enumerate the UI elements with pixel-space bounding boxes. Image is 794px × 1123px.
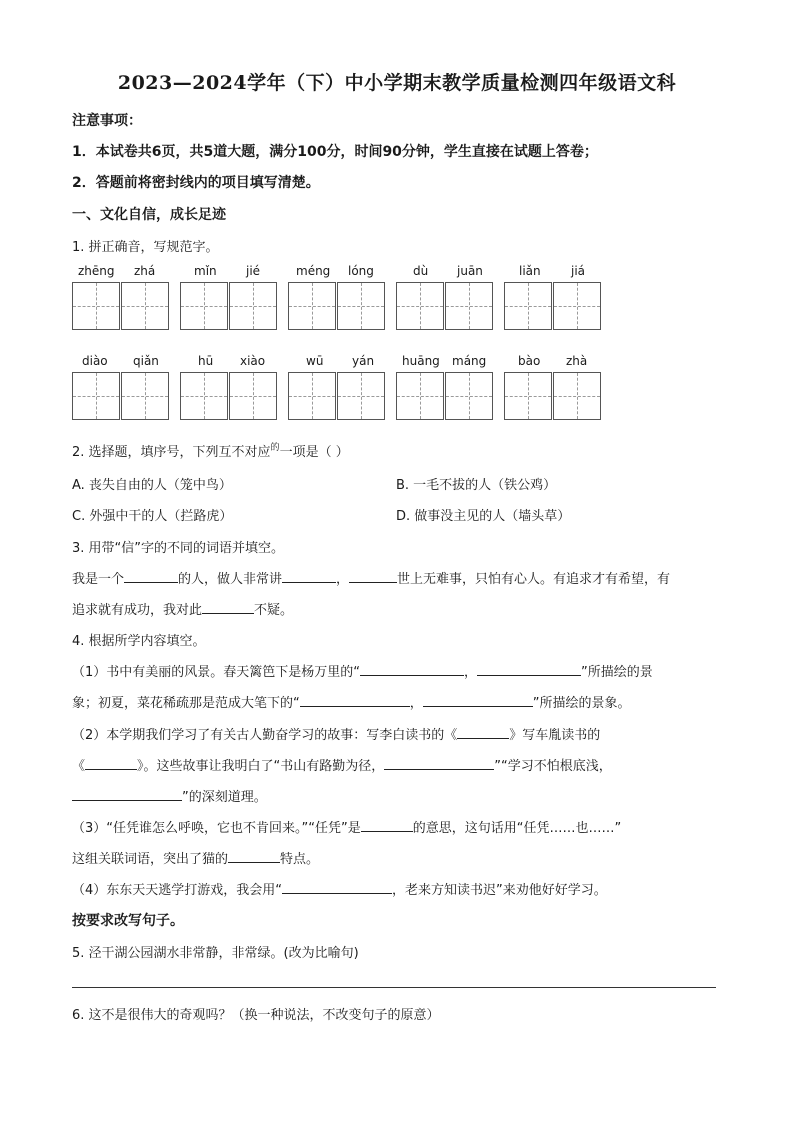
- q4-part4-line-1: [72, 879, 607, 898]
- answer-blank[interactable]: [423, 694, 533, 707]
- answer-blank[interactable]: [349, 570, 397, 583]
- q3-prompt: 3. 用带“信”字的不同的词语并填空。: [72, 541, 285, 556]
- pinyin-label: dù: [413, 264, 429, 278]
- pinyin-label: hū: [198, 354, 214, 368]
- writing-box[interactable]: [504, 372, 552, 420]
- writing-box[interactable]: [504, 282, 552, 330]
- answer-blank[interactable]: [360, 663, 464, 676]
- q4-text: 特点。: [280, 852, 320, 867]
- q4-text: ，老来方知读书迟”来劝他好好学习。: [392, 883, 607, 898]
- writing-box[interactable]: [396, 372, 444, 420]
- q4-text: ”所描绘的景象。: [532, 696, 631, 711]
- pinyin-label: mǐn: [194, 264, 217, 278]
- answer-blank[interactable]: [477, 663, 581, 676]
- q4-text: 的意思，这句话用“任凭……也……”: [412, 821, 622, 836]
- writing-box[interactable]: [121, 282, 169, 330]
- pinyin-label: wū: [306, 354, 324, 368]
- q4-text: （2）本学期我们学习了有关古人勤奋学习的故事：写李白读书的《: [72, 728, 458, 743]
- q4-part2-line-1: [72, 724, 600, 743]
- pinyin-label: zhà: [566, 354, 588, 368]
- pinyin-label: juān: [457, 264, 483, 278]
- pinyin-label: huāng: [402, 354, 440, 368]
- q4-part2-line-2: [72, 755, 612, 774]
- writing-box[interactable]: [180, 282, 228, 330]
- writing-box[interactable]: [553, 372, 601, 420]
- q3-text: ，: [336, 572, 350, 587]
- q3-text: 的人，做人非常讲: [178, 572, 283, 587]
- q4-part1-line-1: [72, 661, 653, 680]
- q4-part3-line-1: [72, 817, 621, 836]
- answer-blank[interactable]: [282, 881, 392, 894]
- answer-blank[interactable]: [282, 570, 336, 583]
- q4-part1-line-2: [72, 692, 631, 711]
- q3-text: 我是一个: [72, 572, 125, 587]
- q4-text: ，: [409, 696, 423, 711]
- section-1-heading: 一、文化自信，成长足迹: [72, 207, 226, 223]
- writing-box[interactable]: [445, 372, 493, 420]
- answer-blank[interactable]: [72, 788, 182, 801]
- pinyin-label: zhá: [134, 264, 156, 278]
- answer-blank[interactable]: [124, 570, 178, 583]
- q4-text: 《: [72, 759, 86, 774]
- pinyin-label: liǎn: [519, 264, 541, 278]
- page-title: 2023—2024学年（下）中小学期末教学质量检测四年级语文科: [117, 72, 677, 94]
- writing-box[interactable]: [180, 372, 228, 420]
- writing-box[interactable]: [72, 372, 120, 420]
- q4-text: 》写车胤读书的: [509, 728, 601, 743]
- q5-prompt: 5. 泾干湖公园湖水非常静，非常绿。(改为比喻句): [72, 946, 359, 961]
- pinyin-label: jié: [246, 264, 261, 278]
- q3-text: 追求就有成功，我对此: [72, 603, 203, 618]
- q4-text: 这组关联词语，突出了猫的: [72, 852, 229, 867]
- q1-prompt: 1. 拼正确音，写规范字。: [72, 240, 219, 255]
- q2-prompt-text: 2. 选择题，填序号，下列互不对应: [72, 445, 271, 460]
- q3-line-1: [72, 568, 670, 587]
- q2-option-d[interactable]: D. 做事没主见的人（墙头草）: [396, 509, 571, 524]
- q4-text: ”所描绘的景: [581, 665, 653, 680]
- answer-blank[interactable]: [457, 726, 509, 739]
- notice-item-1: 1．本试卷共6页，共5道大题，满分100分，时间90分钟，学生直接在试题上答卷；: [72, 144, 598, 160]
- writing-box[interactable]: [553, 282, 601, 330]
- q4-text: （3）“任凭谁怎么呼唤，它也不肯回来。”“任凭”是: [72, 821, 361, 836]
- q3-line-2: [72, 599, 293, 618]
- pinyin-label: diào: [82, 354, 108, 368]
- pinyin-label: máng: [452, 354, 487, 368]
- writing-box[interactable]: [72, 282, 120, 330]
- pinyin-label: qiǎn: [133, 354, 159, 368]
- q2-option-b[interactable]: B. 一毛不拔的人（铁公鸡）: [396, 478, 557, 493]
- writing-box[interactable]: [288, 282, 336, 330]
- pinyin-label: yán: [352, 354, 375, 368]
- q4-text: ，: [464, 665, 478, 680]
- q4-text: （1）书中有美丽的风景。春天篱笆下是杨万里的“: [72, 665, 361, 680]
- q4-text: （4）东东天天逃学打游戏，我会用“: [72, 883, 283, 898]
- pinyin-label: xiào: [240, 354, 266, 368]
- q3-text: 世上无难事，只怕有心人。有追求才有希望，有: [397, 572, 671, 587]
- notice-item-2: 2．答题前将密封线内的项目填写清楚。: [72, 175, 320, 191]
- writing-box[interactable]: [229, 282, 277, 330]
- q4-part2-line-3: [72, 786, 267, 805]
- pinyin-label: méng: [296, 264, 331, 278]
- q2-prompt: [72, 441, 349, 460]
- answer-blank[interactable]: [228, 850, 280, 863]
- q4-prompt: 4. 根据所学内容填空。: [72, 634, 206, 649]
- writing-box[interactable]: [229, 372, 277, 420]
- q2-option-c[interactable]: C. 外强中干的人（拦路虎）: [72, 509, 233, 524]
- writing-box[interactable]: [288, 372, 336, 420]
- q5-answer-line[interactable]: [72, 987, 716, 988]
- q6-prompt: 6. 这不是很伟大的奇观吗？（换一种说法，不改变句子的原意）: [72, 1008, 440, 1023]
- q4-text: 》。这些故事让我明白了“书山有路勤为径，: [137, 759, 385, 774]
- answer-blank[interactable]: [85, 757, 137, 770]
- writing-box[interactable]: [337, 372, 385, 420]
- q4-text: ”“学习不怕根底浅，: [494, 759, 612, 774]
- writing-box[interactable]: [337, 282, 385, 330]
- writing-box[interactable]: [121, 372, 169, 420]
- writing-box[interactable]: [396, 282, 444, 330]
- answer-blank[interactable]: [202, 601, 254, 614]
- pinyin-label: zhēng: [78, 264, 115, 278]
- answer-blank[interactable]: [300, 694, 410, 707]
- answer-blank[interactable]: [384, 757, 494, 770]
- answer-blank[interactable]: [361, 819, 413, 832]
- pinyin-label: bào: [518, 354, 541, 368]
- q2-prompt-text-end: 一项是（ ）: [279, 445, 349, 460]
- q4-part3-line-2: [72, 848, 319, 867]
- q4-text: 象；初夏，菜花稀疏那是范成大笔下的“: [72, 696, 300, 711]
- writing-box[interactable]: [445, 282, 493, 330]
- pinyin-label: jiá: [571, 264, 586, 278]
- pinyin-label: lóng: [348, 264, 374, 278]
- q2-option-a[interactable]: A. 丧失自由的人（笼中鸟）: [72, 478, 232, 493]
- q4-text: ”的深刻道理。: [182, 790, 267, 805]
- section-2-heading: 按要求改写句子。: [72, 913, 184, 929]
- q3-text: 不疑。: [254, 603, 294, 618]
- q2-prompt-superscript: 的: [270, 443, 280, 453]
- notice-heading: 注意事项：: [72, 113, 142, 129]
